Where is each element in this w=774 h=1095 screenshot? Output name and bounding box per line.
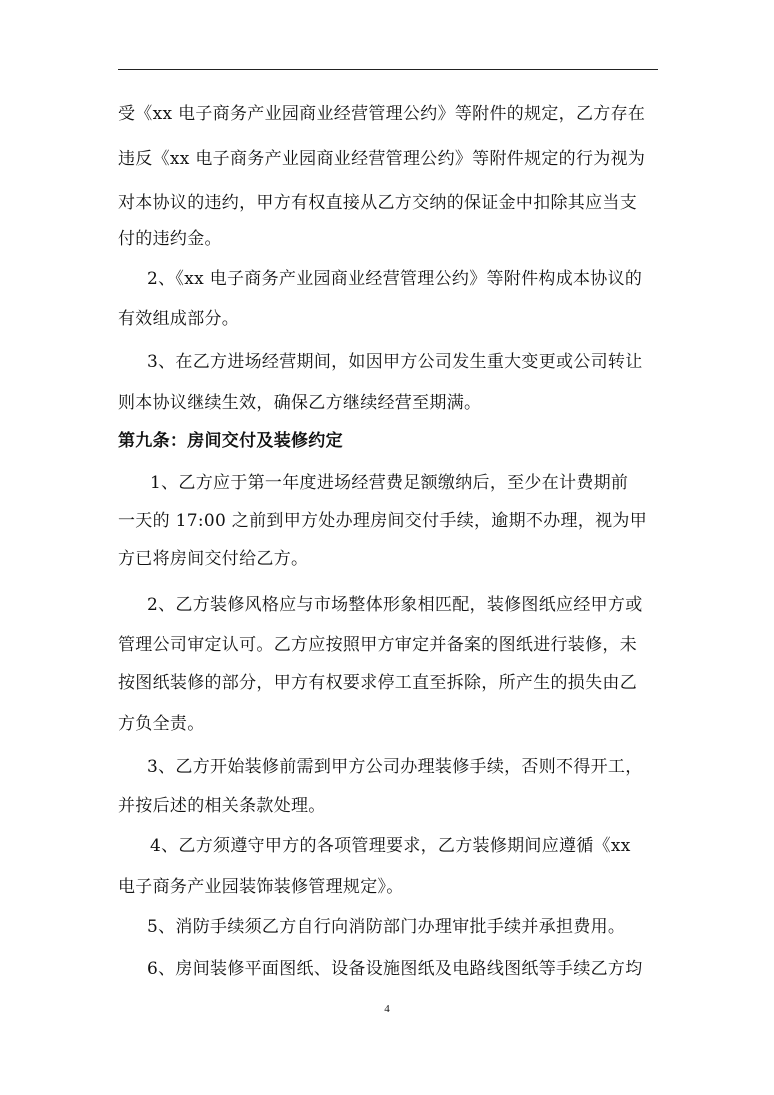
header-rule [118, 69, 658, 70]
text-line: 方负全责。 [118, 714, 205, 734]
text-line: 3、乙方开始装修前需到甲方公司办理装修手续，否则不得开工， [147, 757, 643, 777]
text-line: 管理公司审定认可。乙方应按照甲方审定并备案的图纸进行装修，未 [118, 635, 637, 655]
text-line: 2、乙方装修风格应与市场整体形象相匹配，装修图纸应经甲方或 [147, 595, 643, 615]
text-line: 受《xx 电子商务产业园商业经营管理公约》等附件的规定，乙方存在 [118, 104, 646, 124]
text-line: 方已将房间交付给乙方。 [118, 549, 309, 569]
text-line: 则本协议继续生效，确保乙方继续经营至期满。 [118, 393, 482, 413]
text-line: 一天的 17:00 之前到甲方处办理房间交付手续，逾期不办理，视为甲 [118, 511, 647, 531]
text-line: 1、乙方应于第一年度进场经营费足额缴纳后，至少在计费期前 [150, 473, 629, 493]
text-line: 违反《xx 电子商务产业园商业经营管理公约》等附件规定的行为视为 [118, 149, 646, 169]
text-line: 有效组成部分。 [118, 309, 240, 329]
text-line: 对本协议的违约，甲方有权直接从乙方交纳的保证金中扣除其应当支 [118, 193, 637, 213]
page-number: 4 [384, 1003, 390, 1015]
section-heading: 第九条：房间交付及装修约定 [118, 431, 343, 451]
text-line: 并按后述的相关条款处理。 [118, 796, 326, 816]
text-line: 2、《xx 电子商务产业园商业经营管理公约》等附件构成本协议的 [147, 269, 643, 289]
text-line: 电子商务产业园装饰装修管理规定》。 [118, 877, 404, 897]
text-line: 按图纸装修的部分，甲方有权要求停工直至拆除，所产生的损失由乙 [118, 673, 637, 693]
text-line: 5、消防手续须乙方自行向消防部门办理审批手续并承担费用。 [147, 917, 626, 937]
text-line: 6、房间装修平面图纸、设备设施图纸及电路线图纸等手续乙方均 [147, 959, 643, 979]
text-line: 付的违约金。 [118, 229, 222, 249]
text-line: 4、乙方须遵守甲方的各项管理要求，乙方装修期间应遵循《xx [150, 836, 631, 856]
text-line: 3、在乙方进场经营期间，如因甲方公司发生重大变更或公司转让 [147, 352, 643, 372]
